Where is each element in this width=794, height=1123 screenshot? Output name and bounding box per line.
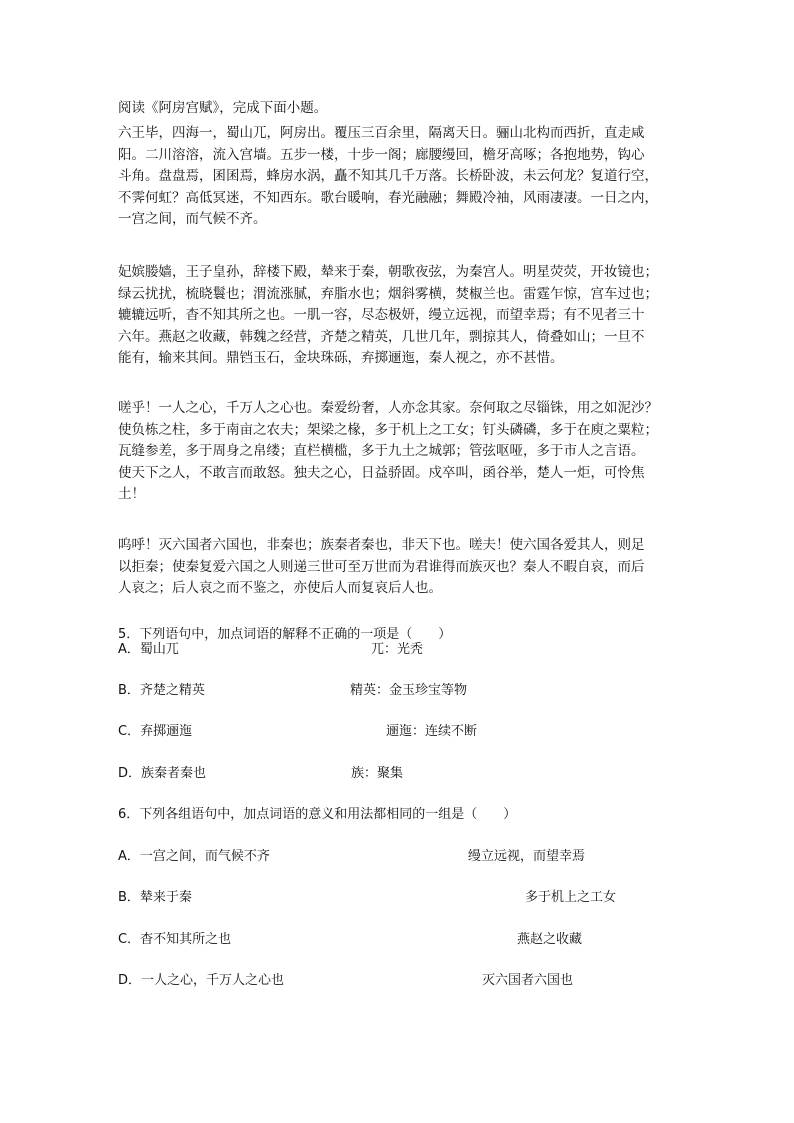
passage-line: 不霁何虹？高低冥迷，不知西东。歌台暖响，春光融融；舞殿冷袖，风雨凄凄。一日之内， bbox=[118, 189, 658, 206]
option-explanation: 精英：金玉珍宝等物 bbox=[350, 683, 468, 698]
passage-line: 呜呼！灭六国者六国也，非秦也；族秦者秦也，非天下也。嗟夫！使六国各爱其人，则足 bbox=[118, 537, 645, 553]
question-6-option-a bbox=[0, 847, 794, 867]
question-5-option-a bbox=[0, 640, 794, 660]
question-5-option-d bbox=[0, 764, 794, 784]
option-text: A．一宫之间，而气候不齐 bbox=[118, 849, 270, 864]
passage-line: 六王毕，四海一，蜀山兀，阿房出。覆压三百余里，隔离天日。骊山北构而西折，直走咸 bbox=[118, 125, 645, 141]
option-explanation: 兀：光秃 bbox=[371, 642, 424, 657]
passage-line: 以拒秦；使秦复爱六国之人则递三世可至万世而为君谁得而族灭也？秦人不暇自哀，而后 bbox=[118, 558, 645, 575]
option-text: C．弃掷逦迤 bbox=[118, 724, 193, 739]
question-6-option-b bbox=[0, 888, 794, 908]
passage-line: 能有，输来其间。鼎铛玉石，金块珠砾，弃掷逦迤，秦人视之，亦不甚惜。 bbox=[118, 350, 564, 366]
passage-line: 斗角。盘盘焉，囷囷焉，蜂房水涡，矗不知其几千万落。长桥卧波，未云何龙？复道行空， bbox=[118, 168, 658, 184]
passage-line: 妃嫔媵嫱，王子皇孙，辞楼下殿，辇来于秦，朝歌夜弦，为秦宫人。明星荧荧，开妆镜也； bbox=[118, 264, 658, 280]
passage-paragraph-1 bbox=[118, 123, 678, 231]
option-pair-text: 灭六国者六国也 bbox=[482, 973, 574, 988]
passage-line: 瓦缝参差，多于周身之帛缕；直栏横槛，多于九土之城郭；管弦呕哑，多于市人之言语。 bbox=[118, 443, 645, 459]
passage-line: 绿云扰扰，梳晓鬟也；渭流涨腻，弃脂水也；烟斜雾横，焚椒兰也。雷霆乍惊，宫车过也； bbox=[118, 285, 658, 302]
question-6-stem: 6．下列各组语句中，加点词语的意义和用法都相同的一组是（ ） bbox=[118, 807, 517, 822]
option-text: C．杳不知其所之也 bbox=[118, 932, 232, 947]
option-pair-text: 多于机上之工女 bbox=[525, 890, 617, 905]
question-6-option-c bbox=[0, 930, 794, 950]
passage-line: 六年。燕赵之收藏，韩魏之经营，齐楚之精英，几世几年，剽掠其人，倚叠如山；一旦不 bbox=[118, 328, 645, 345]
option-explanation: 族：聚集 bbox=[351, 766, 404, 781]
passage-paragraph-4 bbox=[118, 535, 678, 600]
question-5-option-c bbox=[0, 722, 794, 742]
option-pair-text: 燕赵之收藏 bbox=[517, 932, 583, 947]
passage-line: 辘辘远听，杳不知其所之也。一肌一容，尽态极妍，缦立远视，而望幸焉；有不见者三十 bbox=[118, 307, 645, 323]
option-text: D．一人之心，千万人之心也 bbox=[118, 973, 285, 988]
reading-instruction: 阅读《阿房宫赋》，完成下面小题。 bbox=[118, 100, 328, 116]
option-pair-text: 缦立远视，而望幸焉 bbox=[468, 849, 586, 864]
option-text: A．蜀山兀 bbox=[118, 642, 179, 657]
option-explanation: 逦迤：连续不断 bbox=[386, 724, 478, 739]
passage-paragraph-3 bbox=[118, 398, 678, 506]
question-6-option-d bbox=[0, 971, 794, 991]
passage-line: 一宫之间，而气候不齐。 bbox=[118, 211, 267, 227]
option-text: D．族秦者秦也 bbox=[118, 766, 207, 781]
passage-line: 阳。二川溶溶，流入宫墙。五步一楼，十步一阁；廊腰缦回，檐牙高啄；各抱地势，钩心 bbox=[118, 146, 645, 163]
option-text: B．齐楚之精英 bbox=[118, 683, 205, 698]
passage-line: 使负栋之柱，多于南亩之农夫；架梁之椽，多于机上之工女；钉头磷磷，多于在庾之粟粒； bbox=[118, 421, 658, 438]
passage-paragraph-2 bbox=[118, 262, 678, 370]
passage-line: 土！ bbox=[118, 486, 145, 502]
passage-line: 使天下之人，不敢言而敢怒。独夫之心，日益骄固。戍卒叫，函谷举，楚人一炬，可怜焦 bbox=[118, 464, 645, 481]
question-5-option-b bbox=[0, 681, 794, 701]
passage-line: 人哀之；后人哀之而不鉴之，亦使后人而复哀后人也。 bbox=[118, 580, 442, 596]
question-5-stem: 5．下列语句中，加点词语的解释不正确的一项是（ ） bbox=[118, 627, 452, 642]
passage-line: 嗟乎！一人之心，千万人之心也。秦爱纷奢，人亦念其家。奈何取之尽锱铢，用之如泥沙？ bbox=[118, 400, 658, 416]
option-text: B．辇来于秦 bbox=[118, 890, 192, 905]
